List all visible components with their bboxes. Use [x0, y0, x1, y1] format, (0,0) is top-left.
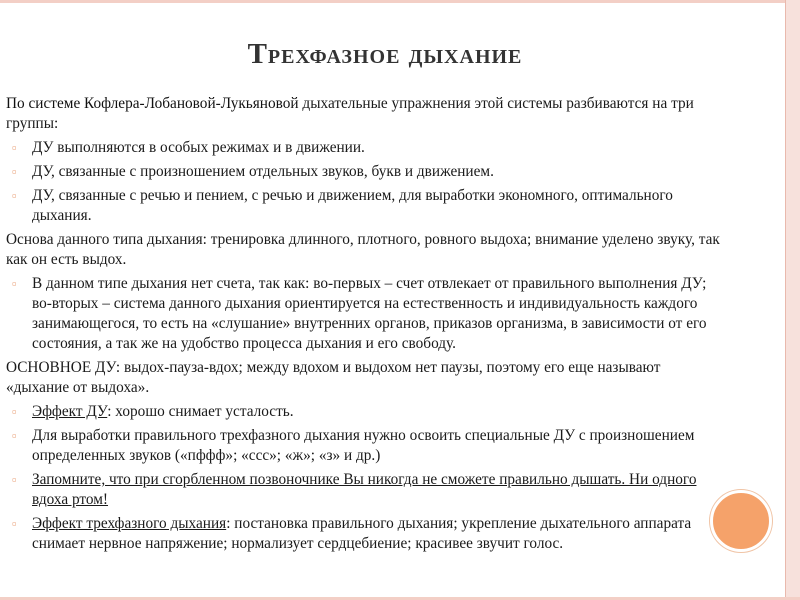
effect-lead: Эффект трехфазного дыхания [32, 515, 227, 532]
paragraph-basis [6, 230, 726, 270]
bullet-item [6, 426, 726, 466]
bullet-item [6, 138, 726, 158]
bullet-item [6, 186, 726, 226]
square-bullet-icon: ▫ [12, 164, 17, 179]
bullet-item [6, 514, 726, 554]
paragraph-main-exercise [6, 358, 726, 398]
paragraph-text: ОСНОВНОЕ ДУ: выдох-пауза-вдох; между вдохом и выдохом нет паузы, поэтому его еще называют «дыхание от выдоха». [6, 359, 661, 396]
paragraph-text: Основа данного типа дыхания: тренировка длинного, плотного, ровного выдоха; внимание уделено звуку, так как он есть выдох. [6, 231, 720, 268]
square-bullet-icon: ▫ [12, 472, 17, 487]
slide-body [6, 94, 726, 558]
bullet-item [6, 274, 726, 354]
bullet-item [6, 470, 726, 510]
square-bullet-icon: ▫ [12, 516, 17, 531]
slide-title: Трехфазное дыхание [247, 38, 523, 70]
intro-lead: По системе Кофлера-Лобановой-Лукьяновой [6, 95, 299, 112]
bullet-text: ДУ выполняются в особых режимах и в движении. [32, 139, 365, 156]
bullet-text: ДУ, связанные с произношением отдельных звуков, букв и движением. [32, 163, 494, 180]
bullet-item [6, 162, 726, 182]
paragraph-intro [6, 94, 726, 134]
bullet-text: : хорошо снимает усталость. [107, 403, 294, 420]
effect-lead: Эффект ДУ [32, 403, 108, 420]
bullet-text: ДУ, связанные с речью и пением, с речью и движением, для выработки экономного, оптимального дыхания. [32, 187, 673, 224]
intro-text: дыхательные упражнения этой системы разбиваются на три группы: [6, 95, 694, 132]
bullet-item [6, 402, 726, 422]
frame-top-border [0, 0, 800, 3]
square-bullet-icon: ▫ [12, 428, 17, 443]
bullet-text: В данном типе дыхания нет счета, так как: во-первых – счет отвлекает от правильного выполнения ДУ; во-вторых – система данного дыхания ориентируется на естественность и индивидуальность каждого занимающегося, то есть на «слушание» внутренних органов, приказов организма, в зависимости от его состояния, а так же на удобство процесса дыхания и его свободу. [32, 275, 707, 352]
square-bullet-icon: ▫ [12, 140, 17, 155]
square-bullet-icon: ▫ [12, 276, 17, 291]
bullet-text: Для выработки правильного трехфазного дыхания нужно освоить специальные ДУ с произношением определенных звуков («пффф»; «ссс»; «ж»; «з» и др.) [32, 427, 695, 464]
frame-right-border [785, 0, 800, 600]
remember-note: Запомните, что при сгорбленном позвоночнике Вы никогда не сможете правильно дышать. Ни одного вдоха ртом! [32, 471, 697, 508]
bullet-text: : постановка правильного дыхания; укрепление дыхательного аппарата снимает нервное напряжение; нормализует сердцебиение; красивее звучит голос. [32, 515, 692, 552]
square-bullet-icon: ▫ [12, 404, 17, 419]
square-bullet-icon: ▫ [12, 188, 17, 203]
orange-circle-decoration [710, 490, 772, 552]
